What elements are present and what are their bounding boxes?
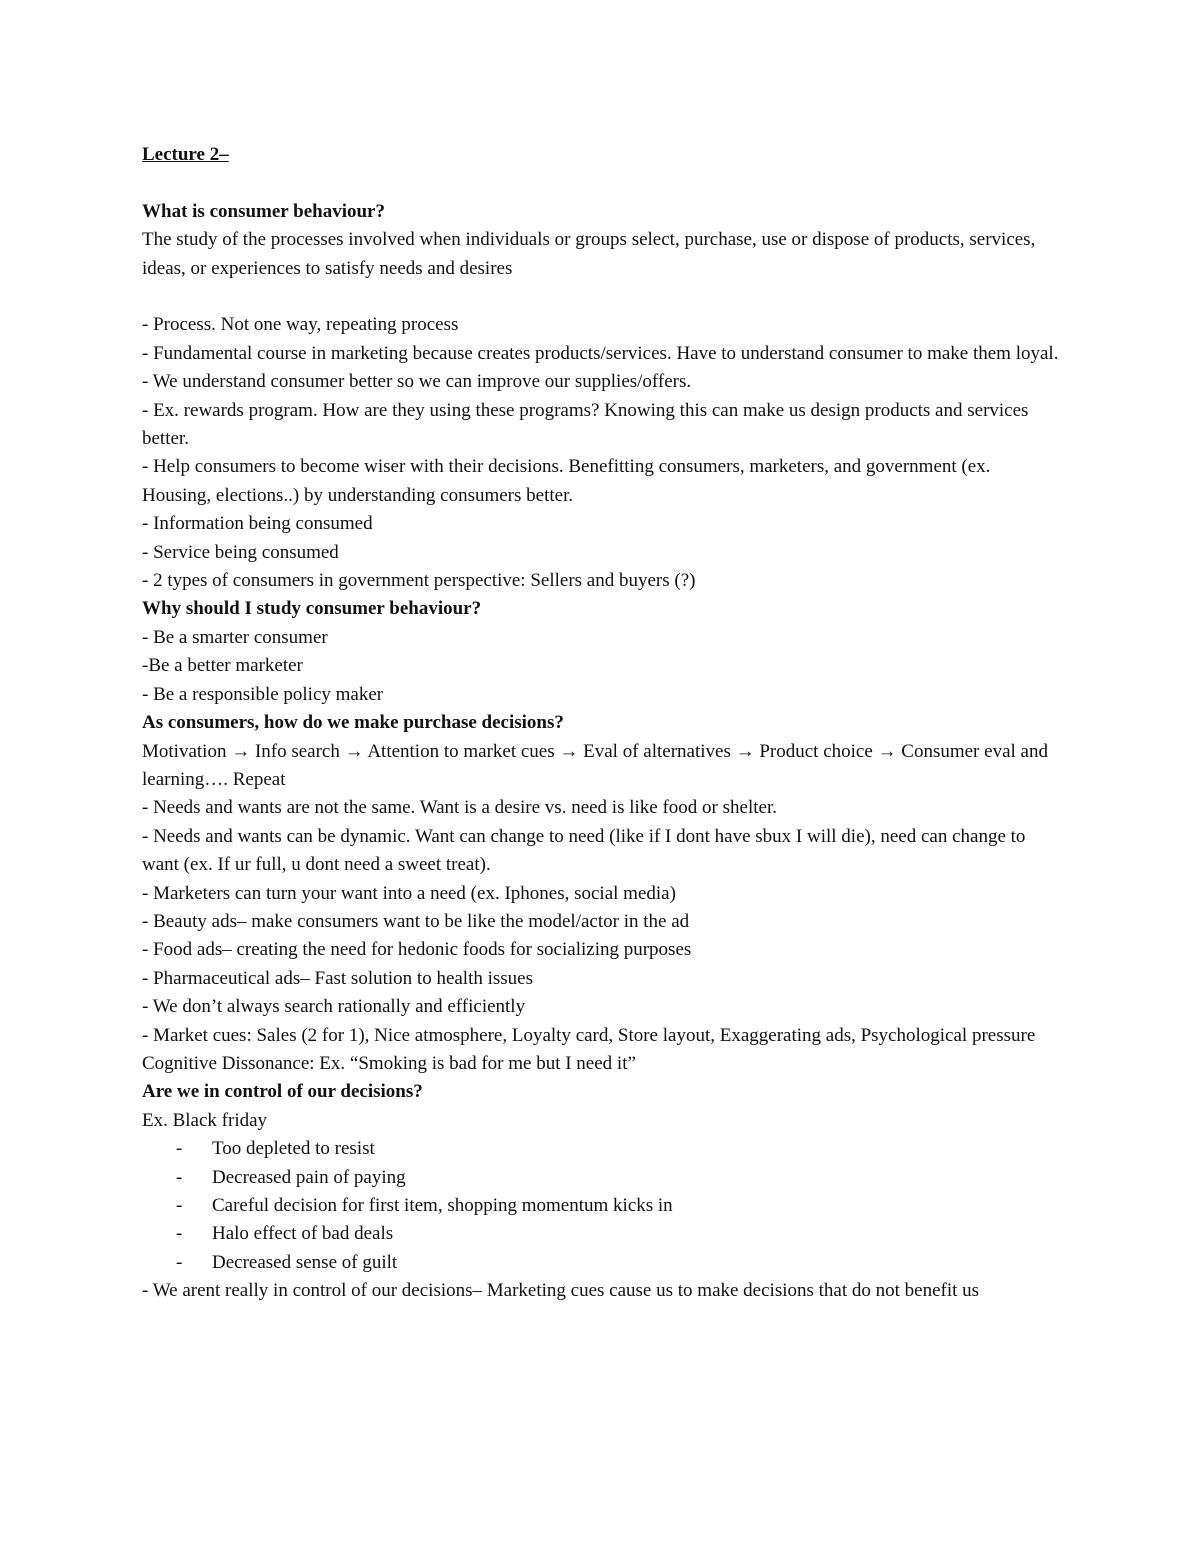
dash-marker: - <box>176 1166 183 1188</box>
dash-marker: - <box>176 1138 183 1160</box>
document-title: Lecture 2– <box>142 144 229 165</box>
bullet-text: Decreased pain of paying <box>212 1166 406 1188</box>
list-item: - Service being consumed <box>142 541 339 563</box>
section-heading: As consumers, how do we make purchase decisions? <box>142 712 564 734</box>
bullet-item <box>142 1192 1060 1220</box>
list-item: - Needs and wants are not the same. Want is a desire vs. need is like food or shelter. <box>142 797 777 819</box>
list-item: - Beauty ads– make consumers want to be like the model/actor in the ad <box>142 910 690 932</box>
list-item: - Ex. rewards program. How are they using these programs? Knowing this can make us design products and services better. <box>142 399 1029 450</box>
blank-line <box>142 283 1060 311</box>
paragraph: - We arent really in control of our decisions– Marketing cues cause us to make decisions that do not benefit us <box>142 1280 980 1302</box>
list-item: - Food ads– creating the need for hedonic foods for socializing purposes <box>142 939 692 961</box>
bullet-item <box>142 1135 1060 1163</box>
bullet-text: Decreased sense of guilt <box>212 1251 398 1273</box>
bullet-item <box>142 1164 1060 1192</box>
list-item: - Process. Not one way, repeating process <box>142 314 459 336</box>
bullet-text: Careful decision for first item, shopping momentum kicks in <box>212 1195 673 1216</box>
dash-marker: - <box>176 1195 183 1216</box>
blank-line <box>142 169 1060 197</box>
list-item: - Information being consumed <box>142 513 373 535</box>
bullet-text: Halo effect of bad deals <box>212 1223 394 1245</box>
section-heading: Are we in control of our decisions? <box>142 1081 423 1103</box>
bullet-item <box>142 1220 1060 1248</box>
paragraph: Ex. Black friday <box>142 1109 268 1131</box>
list-item: - Be a smarter consumer <box>142 626 328 648</box>
list-item: - Fundamental course in marketing because creates products/services. Have to understand consumer to make them loyal. <box>142 342 1059 364</box>
bullet-item <box>142 1249 1060 1277</box>
section-heading: Why should I study consumer behaviour? <box>142 598 482 620</box>
bullet-list <box>142 1135 1060 1277</box>
dash-marker: - <box>176 1251 183 1273</box>
list-item: - Pharmaceutical ads– Fast solution to health issues <box>142 967 534 989</box>
list-item: Cognitive Dissonance: Ex. “Smoking is bad for me but I need it” <box>142 1052 636 1074</box>
paragraph: The study of the processes involved when individuals or groups select, purchase, use or dispose of products, services, ideas, or experiences to satisfy needs and desires <box>142 229 1036 279</box>
list-item: Motivation → Info search → Attention to market cues → Eval of alternatives → Product choice → Consumer eval and learning…. Repeat <box>142 740 1048 790</box>
list-item: - Needs and wants can be dynamic. Want can change to need (like if I dont have sbux I will die), need can change to want (ex. If ur full, u dont need a sweet treat). <box>142 825 1026 876</box>
list-item: - Marketers can turn your want into a need (ex. Iphones, social media) <box>142 882 676 904</box>
list-item: - We don’t always search rationally and efficiently <box>142 996 526 1018</box>
bullet-text: Too depleted to resist <box>212 1138 375 1160</box>
dash-marker: - <box>176 1223 183 1245</box>
list-item: - Market cues: Sales (2 for 1), Nice atmosphere, Loyalty card, Store layout, Exaggerating ads, Psychological pressure <box>142 1024 1036 1046</box>
list-item: - We understand consumer better so we can improve our supplies/offers. <box>142 371 692 393</box>
list-item: - Help consumers to become wiser with their decisions. Benefitting consumers, marketers, and government (ex. Housing, elections..) by understanding consumers better. <box>142 456 991 506</box>
list-item: - Be a responsible policy maker <box>142 683 384 705</box>
list-item: - 2 types of consumers in government perspective: Sellers and buyers (?) <box>142 570 696 592</box>
section-heading: What is consumer behaviour? <box>142 200 385 222</box>
list-item: -Be a better marketer <box>142 655 303 677</box>
